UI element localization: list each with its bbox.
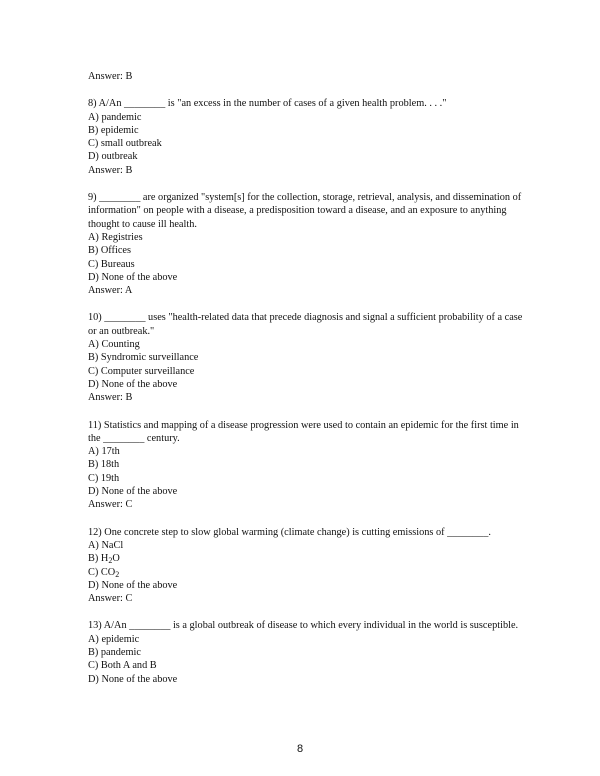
option-b-suffix: O [112,553,120,565]
option-c-text: C) CO [88,566,116,578]
question-text: 10) ________ uses "health-related data that precede diagnosis and signal a sufficient probability of a case or an outbreak." [88,312,523,337]
option-c: C) 19th [88,472,120,484]
option-d: D) None of the above [88,673,178,685]
option-c: C) Both A and B [88,660,157,672]
option-d: D) None of the above [88,579,178,591]
option-d: D) None of the above [88,271,178,283]
option-c: C) small outbreak [88,138,162,150]
answer-line: Answer: A [88,285,133,297]
option-b: B) 18th [88,459,120,471]
question-text: 12) One concrete step to slow global warming (climate change) is cutting emissions of ________. [88,526,491,538]
option-a: A) Registries [88,231,143,243]
question-12 [88,526,528,606]
question-10 [88,311,528,404]
option-b-text: B) H [88,553,109,565]
answer-line: Answer: B [88,392,133,404]
question-11 [88,419,528,512]
question-9 [88,191,528,297]
subscript-2: 2 [108,556,113,566]
option-d: D) None of the above [88,378,178,390]
option-b [88,552,528,565]
option-d: D) outbreak [88,151,138,163]
option-a: A) epidemic [88,633,140,645]
option-b: B) epidemic [88,124,139,136]
option-a: A) pandemic [88,111,142,123]
option-a: A) NaCl [88,539,124,551]
option-a: A) 17th [88,446,120,458]
option-a: A) Counting [88,339,140,351]
answer-line: Answer: C [88,499,133,511]
option-c: C) Computer surveillance [88,365,195,377]
question-8 [88,97,528,177]
option-b: B) Offices [88,245,131,257]
question-text: 11) Statistics and mapping of a disease progression were used to contain an epidemic for the first time in the ________ century. [88,419,519,444]
question-text: 8) A/An ________ is "an excess in the number of cases of a given health problem. . . ." [88,98,447,110]
question-text: 13) A/An ________ is a global outbreak of disease to which every individual in the world is susceptible. [88,620,519,632]
question-text: 9) ________ are organized "system[s] for the collection, storage, retrieval, analysis, and dissemination of information" on people with a disease, a predisposition toward a disease, and an exposure to anything thought to cause ill health. [88,192,522,230]
option-b: B) Syndromic surveillance [88,352,199,364]
option-c: C) Bureaus [88,258,135,270]
option-c [88,566,528,579]
page-number: 8 [296,743,304,755]
answer-line: Answer: C [88,593,133,605]
answer-line: Answer: B [88,164,133,176]
option-d: D) None of the above [88,486,178,498]
answer-line: Answer: B [88,71,133,82]
question-13 [88,619,528,685]
subscript-2: 2 [115,569,120,579]
document-page [88,70,528,686]
option-b: B) pandemic [88,646,141,658]
